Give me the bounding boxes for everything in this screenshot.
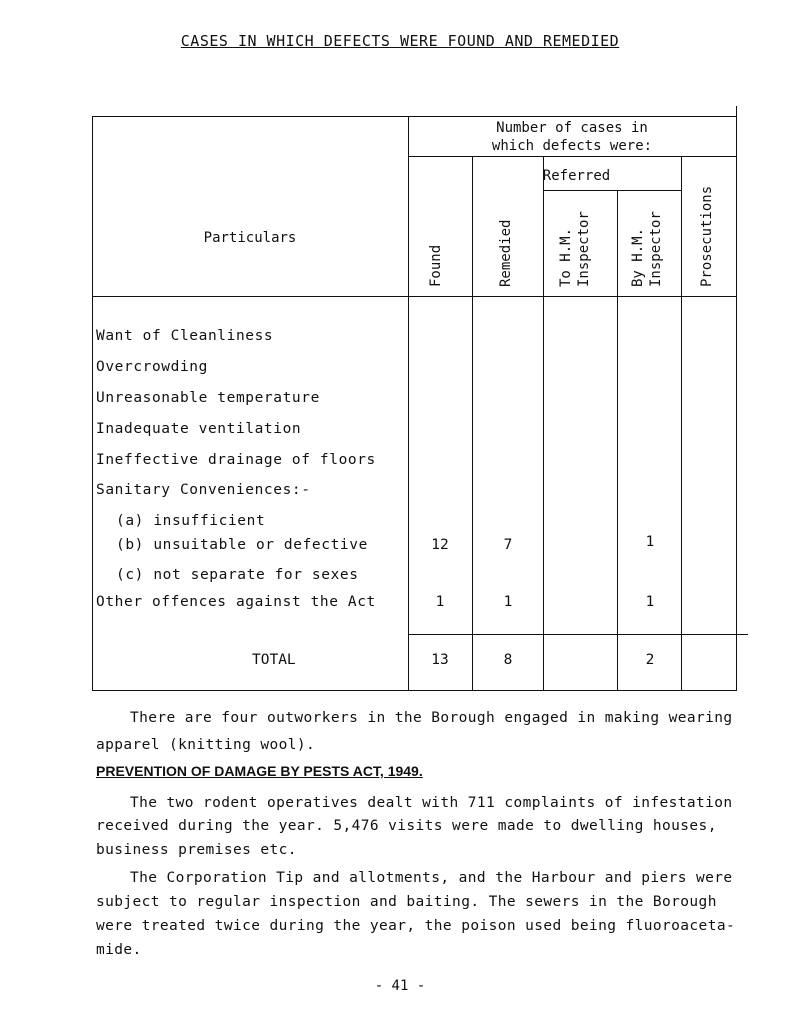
- cell-remedied: 1: [503, 594, 513, 610]
- col-by-hm-header-2: Inspector: [648, 211, 664, 287]
- row-label: Sanitary Conveniences:-: [96, 482, 311, 498]
- total-by-hm: 2: [645, 652, 655, 668]
- cell-by-hm: 1: [645, 594, 655, 610]
- outworkers-line-1: There are four outworkers in the Borough engaged in making wearing: [130, 710, 733, 726]
- col-to-hm-header-1: To H.M.: [558, 227, 574, 287]
- col-to-hm-header-2: Inspector: [576, 211, 592, 287]
- section-heading: PREVENTION OF DAMAGE BY PESTS ACT, 1949.: [96, 763, 423, 779]
- row-label: Unreasonable temperature: [96, 390, 320, 406]
- cell-remedied: 7: [503, 537, 513, 553]
- corporation-line-1: The Corporation Tip and allotments, and the Harbour and piers were: [130, 870, 733, 886]
- col-remedied-header: Remedied: [498, 219, 514, 287]
- corporation-line-2: subject to regular inspection and baiting. The sewers in the Borough: [96, 894, 717, 910]
- particulars-header: Particulars: [203, 230, 297, 246]
- row-label: Other offences against the Act: [96, 594, 376, 610]
- row-label: Overcrowding: [96, 359, 208, 375]
- page-number: - 41 -: [374, 978, 426, 994]
- total-found: 13: [431, 652, 449, 668]
- row-label: Inadequate ventilation: [96, 421, 302, 437]
- rodent-line-1: The two rodent operatives dealt with 711 complaints of infestation: [130, 795, 733, 811]
- corporation-line-4: mide.: [96, 942, 142, 958]
- total-label: TOTAL: [252, 652, 296, 668]
- corporation-line-3: were treated twice during the year, the poison used being fluoroaceta-: [96, 918, 736, 934]
- rodent-line-2: received during the year. 5,476 visits were made to dwelling houses,: [96, 818, 717, 834]
- cell-found: 1: [435, 594, 445, 610]
- row-label: Ineffective drainage of floors: [96, 452, 376, 468]
- rodent-line-3: business premises etc.: [96, 842, 297, 858]
- col-by-hm-header-1: By H.M.: [630, 227, 646, 287]
- outworkers-line-2: apparel (knitting wool).: [96, 737, 316, 753]
- row-label: (b) unsuitable or defective: [116, 537, 368, 553]
- total-remedied: 8: [503, 652, 513, 668]
- header-group-label-2: which defects were:: [491, 138, 653, 154]
- cell-found: 12: [431, 537, 449, 553]
- row-label: (a) insufficient: [116, 513, 266, 529]
- cell-by-hm: 1: [645, 534, 655, 550]
- row-label: Want of Cleanliness: [96, 328, 274, 344]
- row-label: (c) not separate for sexes: [116, 567, 359, 583]
- col-prosecutions-header: Prosecutions: [699, 185, 715, 287]
- referred-header: Referred: [542, 168, 611, 184]
- col-found-header: Found: [428, 244, 444, 287]
- header-group-label: Number of cases in: [496, 120, 648, 136]
- page-title: CASES IN WHICH DEFECTS WERE FOUND AND REMEDIED: [180, 32, 620, 50]
